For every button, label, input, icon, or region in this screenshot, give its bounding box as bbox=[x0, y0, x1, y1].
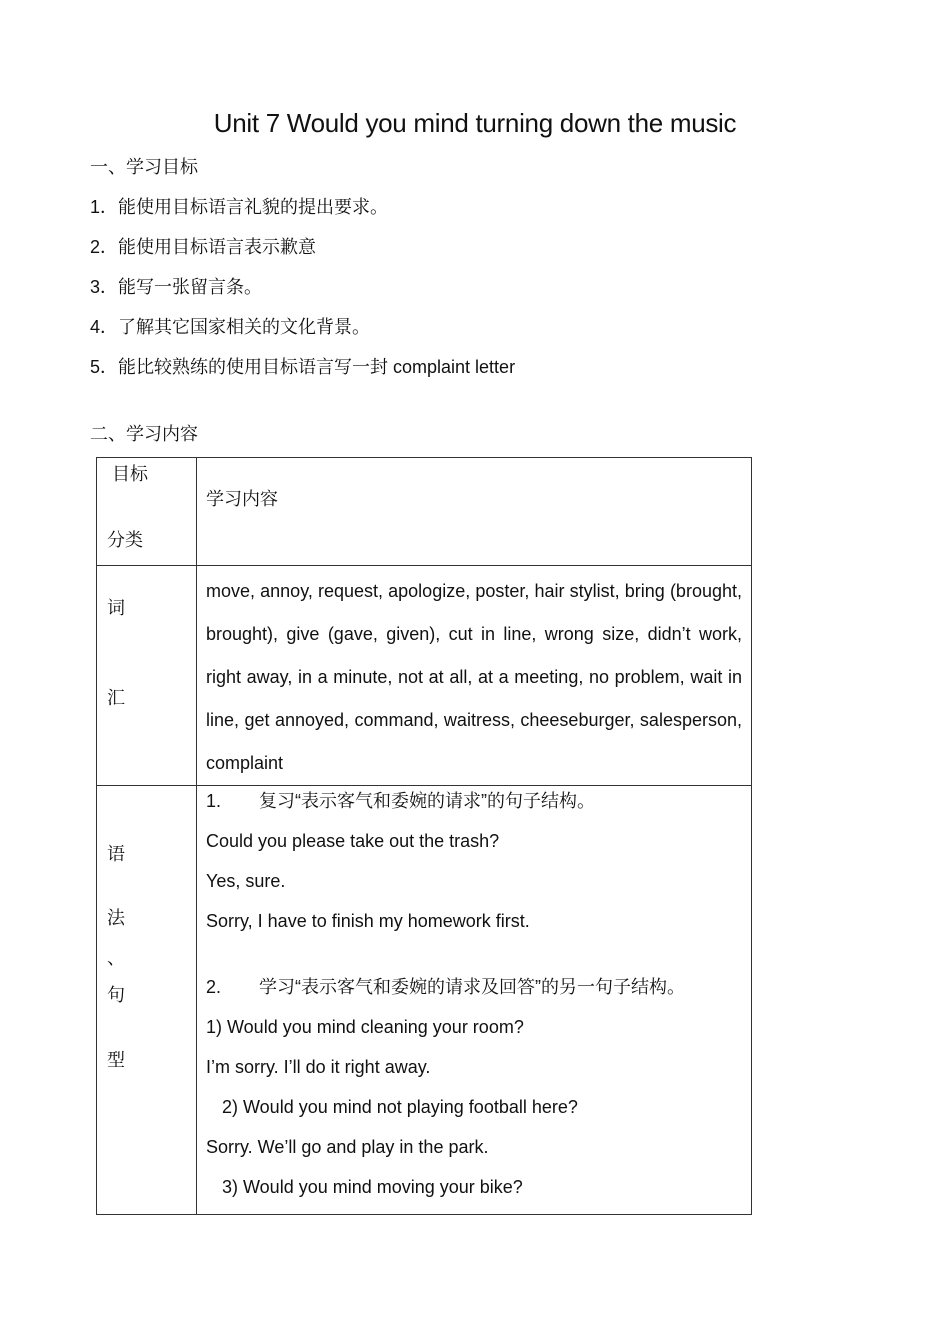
grammar-point-2-number: 2. bbox=[206, 977, 222, 997]
grammar-point-2 bbox=[206, 974, 742, 1014]
vocabulary-category-cell bbox=[97, 566, 197, 786]
grammar-category-char-4: 句 bbox=[107, 985, 125, 1005]
header-content-label: 学习内容 bbox=[206, 489, 278, 509]
grammar-spacer bbox=[206, 948, 742, 974]
content-table bbox=[96, 457, 752, 1215]
header-category-cell bbox=[97, 458, 197, 566]
header-category-bottom: 分类 bbox=[107, 530, 143, 550]
grammar-point-1 bbox=[206, 788, 742, 828]
grammar-point-1-text: 复习“表示客气和委婉的请求”的句子结构。 bbox=[259, 791, 595, 811]
section-heading-content: 二、学习内容 bbox=[90, 424, 198, 444]
table-header-row bbox=[97, 458, 752, 566]
grammar-example-a1: Could you please take out the trash? bbox=[206, 831, 500, 851]
objective-item-4: 4．了解其它国家相关的文化背景。 bbox=[90, 317, 371, 337]
vocabulary-category-bottom: 汇 bbox=[107, 688, 125, 708]
grammar-example-b1: 1) Would you mind cleaning your room? bbox=[206, 1017, 524, 1037]
header-content-cell bbox=[197, 458, 752, 566]
grammar-category-char-2: 法 bbox=[107, 908, 125, 928]
grammar-point-2-text: 学习“表示客气和委婉的请求及回答”的另一句子结构。 bbox=[259, 977, 685, 997]
document-title: Unit 7 Would you mind turning down the music bbox=[213, 108, 737, 138]
header-category-top: 目标 bbox=[112, 464, 148, 484]
objective-item-5: 5．能比较熟练的使用目标语言写一封 complaint letter bbox=[90, 357, 516, 377]
vocabulary-content: move, annoy, request, apologize, poster, hair stylist, bring (brought, brought), give (gave, given), cut in line, wrong size, didn’t work, right away, in a minute, not at all, at a meeting, no problem, wait in line, get annoyed, command, waitress, cheeseburger, salesperson, complaint bbox=[197, 566, 752, 786]
vocabulary-row bbox=[97, 566, 752, 786]
grammar-point-1-number: 1. bbox=[206, 791, 222, 811]
objective-item-3: 3．能写一张留言条。 bbox=[90, 277, 263, 297]
grammar-category-char-1: 语 bbox=[107, 844, 125, 864]
grammar-category-cell bbox=[97, 786, 197, 1215]
grammar-category-char-3: 、 bbox=[107, 948, 125, 968]
grammar-example-b2: I’m sorry. I’ll do it right away. bbox=[206, 1057, 431, 1077]
objective-item-2: 2．能使用目标语言表示歉意 bbox=[90, 237, 317, 257]
grammar-example-a2: Yes, sure. bbox=[206, 871, 286, 891]
objective-item-1: 1．能使用目标语言礼貌的提出要求。 bbox=[90, 197, 389, 217]
grammar-example-b4: Sorry. We’ll go and play in the park. bbox=[206, 1137, 489, 1157]
vocabulary-category-top: 词 bbox=[107, 598, 125, 618]
grammar-content bbox=[197, 786, 752, 1215]
grammar-example-b3: 2) Would you mind not playing football here? bbox=[222, 1097, 578, 1117]
section-heading-objectives: 一、学习目标 bbox=[90, 157, 198, 177]
grammar-row bbox=[97, 786, 752, 1215]
grammar-example-a3: Sorry, I have to finish my homework first. bbox=[206, 911, 530, 931]
grammar-category-char-5: 型 bbox=[107, 1050, 125, 1070]
grammar-example-b5: 3) Would you mind moving your bike? bbox=[222, 1177, 523, 1197]
